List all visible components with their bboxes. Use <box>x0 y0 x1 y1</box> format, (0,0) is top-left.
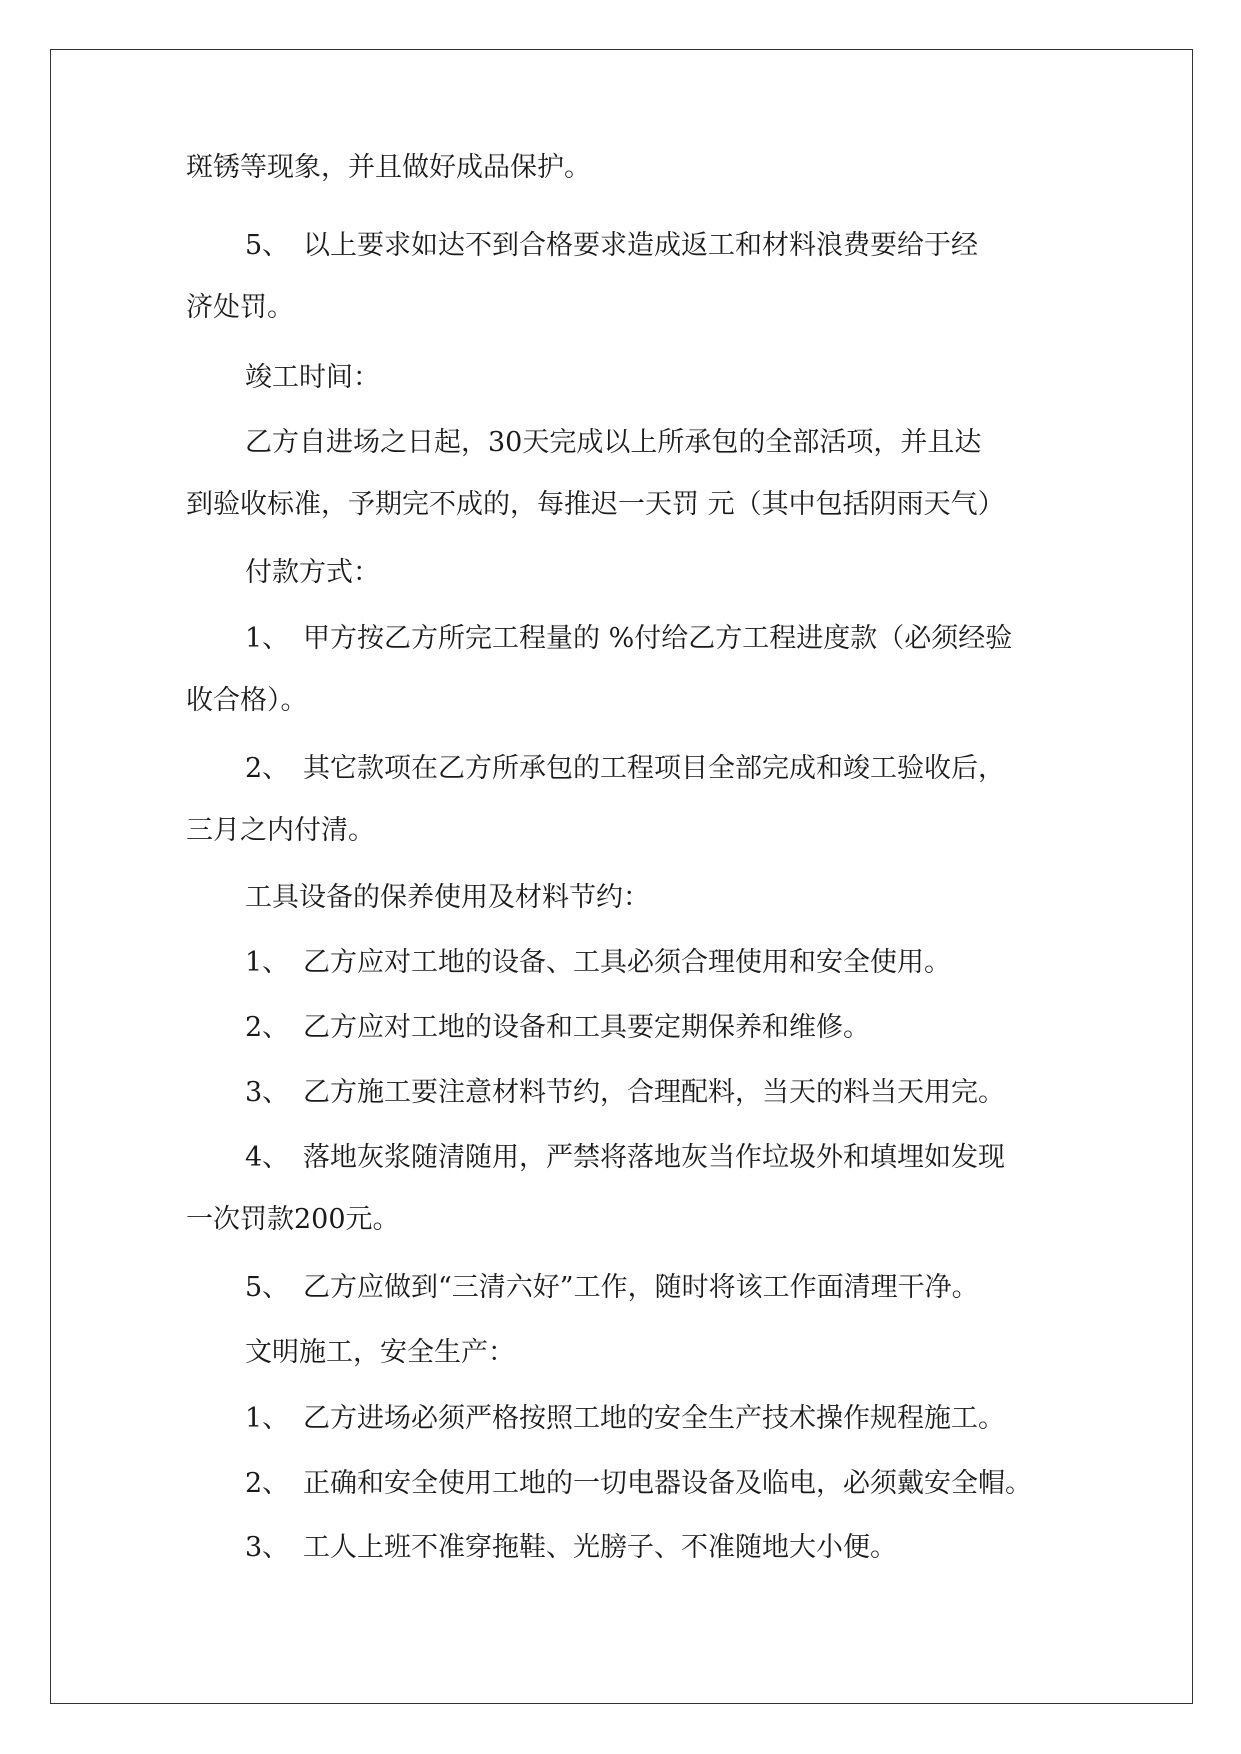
text-line: 收合格）。 <box>186 685 308 716</box>
numbered-item: 2、 乙方应对工地的设备和工具要定期保养和维修。 <box>245 1010 870 1046</box>
item-number: 4、 <box>245 1142 290 1173</box>
section-heading: 工具设备的保养使用及材料节约： <box>245 882 650 913</box>
text-line: 到验收标准，予期完不成的，每推迟一天罚 元（其中包括阴雨天气） <box>186 489 1005 520</box>
item-number: 1、 <box>245 1403 290 1434</box>
numbered-item: 4、 落地灰浆随清随用，严禁将落地灰当作垃圾外和填埋如发现 <box>245 1140 1005 1176</box>
numbered-item: 5、 以上要求如达不到合格要求造成返工和材料浪费要给于经 <box>245 228 978 264</box>
numbered-item: 1、 乙方应对工地的设备、工具必须合理使用和安全使用。 <box>245 945 951 981</box>
item-number: 3、 <box>245 1077 290 1108</box>
section-heading: 竣工时间： <box>245 362 380 393</box>
item-number: 5、 <box>245 230 290 261</box>
item-number: 5、 <box>245 1272 290 1303</box>
numbered-item: 2、 其它款项在乙方所承包的工程项目全部完成和竣工验收后， <box>245 751 1005 787</box>
item-number: 1、 <box>245 947 290 978</box>
item-number: 2、 <box>245 1012 290 1043</box>
numbered-item: 3、 乙方施工要注意材料节约，合理配料，当天的料当天用完。 <box>245 1075 1005 1111</box>
numbered-item: 1、 乙方进场必须严格按照工地的安全生产技术操作规程施工。 <box>245 1401 1005 1437</box>
text-line: 济处罚。 <box>186 292 294 323</box>
numbered-item: 3、 工人上班不准穿拖鞋、光膀子、不准随地大小便。 <box>245 1530 897 1566</box>
numbered-item: 5、 乙方应做到“三清六好”工作，随时将该工作面清理干净。 <box>245 1270 979 1306</box>
section-heading: 付款方式： <box>245 557 380 588</box>
section-heading: 文明施工，安全生产： <box>245 1337 515 1368</box>
item-number: 2、 <box>245 1468 290 1499</box>
text-line: 三月之内付清。 <box>186 815 375 846</box>
item-number: 3、 <box>245 1532 290 1563</box>
text-line: 斑锈等现象，并且做好成品保护。 <box>186 152 591 183</box>
text-line: 一次罚款200元。 <box>186 1204 400 1235</box>
item-number: 2、 <box>245 753 290 784</box>
item-number: 1、 <box>245 623 290 654</box>
numbered-item: 2、 正确和安全使用工地的一切电器设备及临电，必须戴安全帽。 <box>245 1466 1032 1502</box>
numbered-item: 1、 甲方按乙方所完工程量的 %付给乙方工程进度款（必须经验 <box>245 621 1012 657</box>
text-line: 乙方自进场之日起，30天完成以上所承包的全部活项，并且达 <box>245 427 982 458</box>
